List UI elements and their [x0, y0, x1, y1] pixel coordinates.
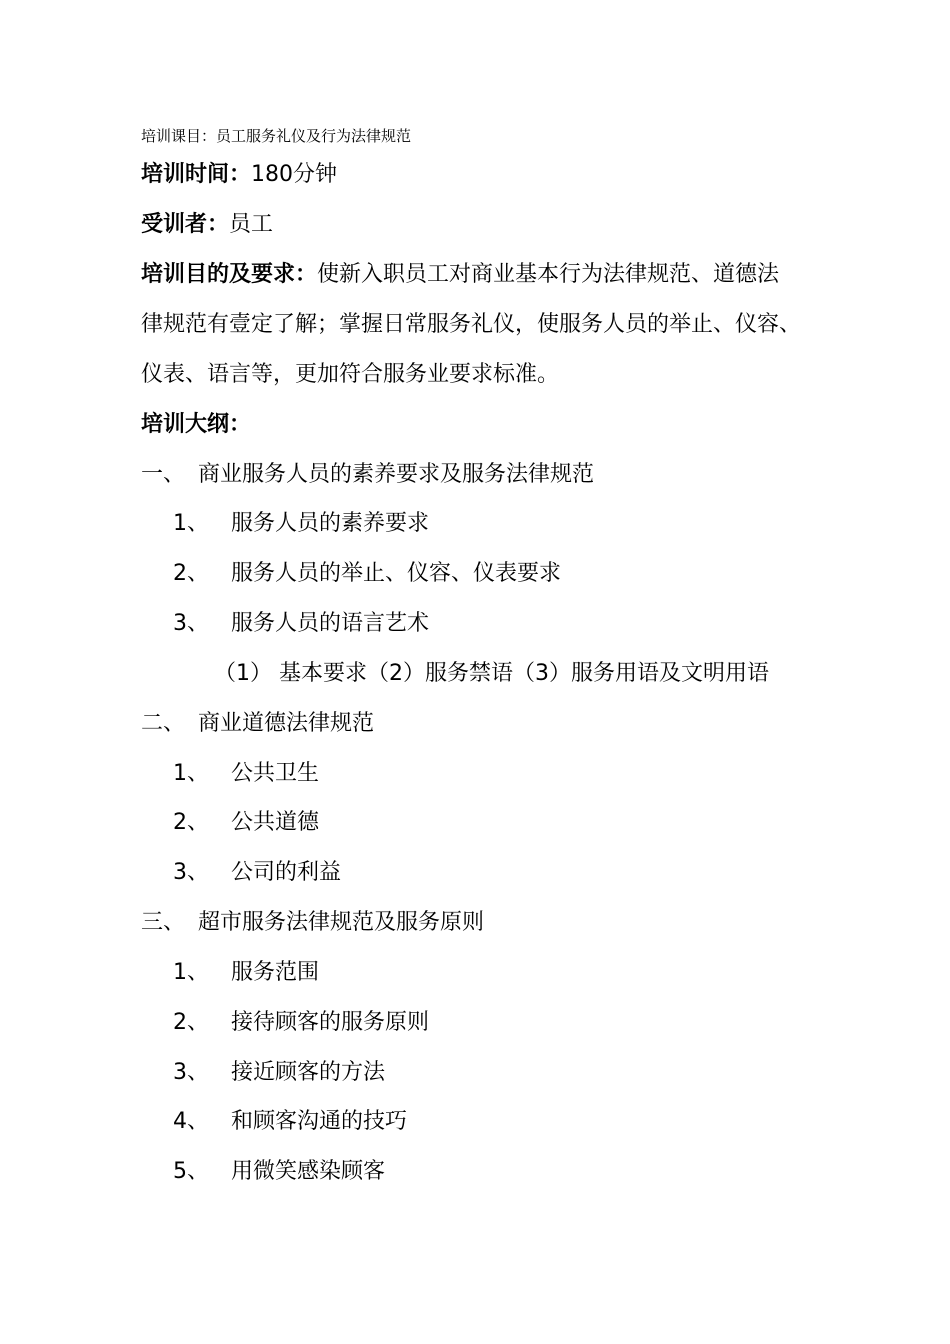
time-line: [141, 158, 337, 192]
item-text: 公司的利益: [231, 860, 342, 885]
section-title: 商业服务人员的素养要求及服务法律规范: [198, 462, 595, 487]
item-number: 2、: [173, 561, 209, 586]
goal-line-3: 仪表、语言等，更加符合服务业要求标准。: [141, 362, 560, 387]
item-text: 和顾客沟通的技巧: [231, 1109, 408, 1134]
item-number: 3、: [173, 860, 209, 885]
item-number: 1、: [173, 511, 209, 536]
goal-label: 培训目的及要求：: [141, 262, 318, 287]
item-number: 3、: [173, 611, 209, 636]
item-number: 2、: [173, 810, 209, 835]
trainee-label: 受训者：: [141, 212, 230, 237]
course-value: 员工服务礼仪及行为法律规范: [216, 127, 412, 145]
item-number: 1、: [173, 761, 209, 786]
item-number: 1、: [173, 960, 209, 985]
item-text: 服务人员的举止、仪容、仪表要求: [231, 561, 562, 586]
section-number: 三、: [141, 910, 186, 935]
course-line: [141, 125, 411, 147]
item-number: 3、: [173, 1060, 209, 1085]
item-text: 服务人员的语言艺术: [231, 611, 430, 636]
item-text: 公共道德: [231, 810, 320, 835]
trainee-value: 员工: [229, 212, 274, 237]
goal-line-2: 律规范有壹定了解；掌握日常服务礼仪，使服务人员的举止、仪容、: [141, 312, 802, 337]
time-label: 培训时间：: [141, 162, 252, 187]
item-number: 5、: [173, 1159, 209, 1184]
trainee-line: [141, 208, 273, 242]
section-number: 一、: [141, 462, 186, 487]
goal-line-1: [141, 258, 779, 292]
item-number: 4、: [173, 1109, 209, 1134]
section-title: 超市服务法律规范及服务原则: [198, 910, 485, 935]
item-text: 服务范围: [231, 960, 320, 985]
sub-item-line: （1） 基本要求（2）服务禁语（3）服务用语及文明用语: [214, 661, 769, 686]
goal-text-1: 使新入职员工对商业基本行为法律规范、道德法: [317, 262, 780, 287]
item-text: 公共卫生: [231, 761, 320, 786]
item-text: 接近顾客的方法: [231, 1060, 386, 1085]
section-title: 商业道德法律规范: [198, 711, 375, 736]
item-number: 2、: [173, 1010, 209, 1035]
course-label: 培训课目：: [141, 127, 217, 145]
section-number: 二、: [141, 711, 186, 736]
outline-heading: 培训大纲：: [141, 412, 252, 437]
item-text: 服务人员的素养要求: [231, 511, 430, 536]
time-value: 180分钟: [251, 162, 338, 187]
item-text: 接待顾客的服务原则: [231, 1010, 430, 1035]
item-text: 用微笑感染顾客: [231, 1159, 386, 1184]
